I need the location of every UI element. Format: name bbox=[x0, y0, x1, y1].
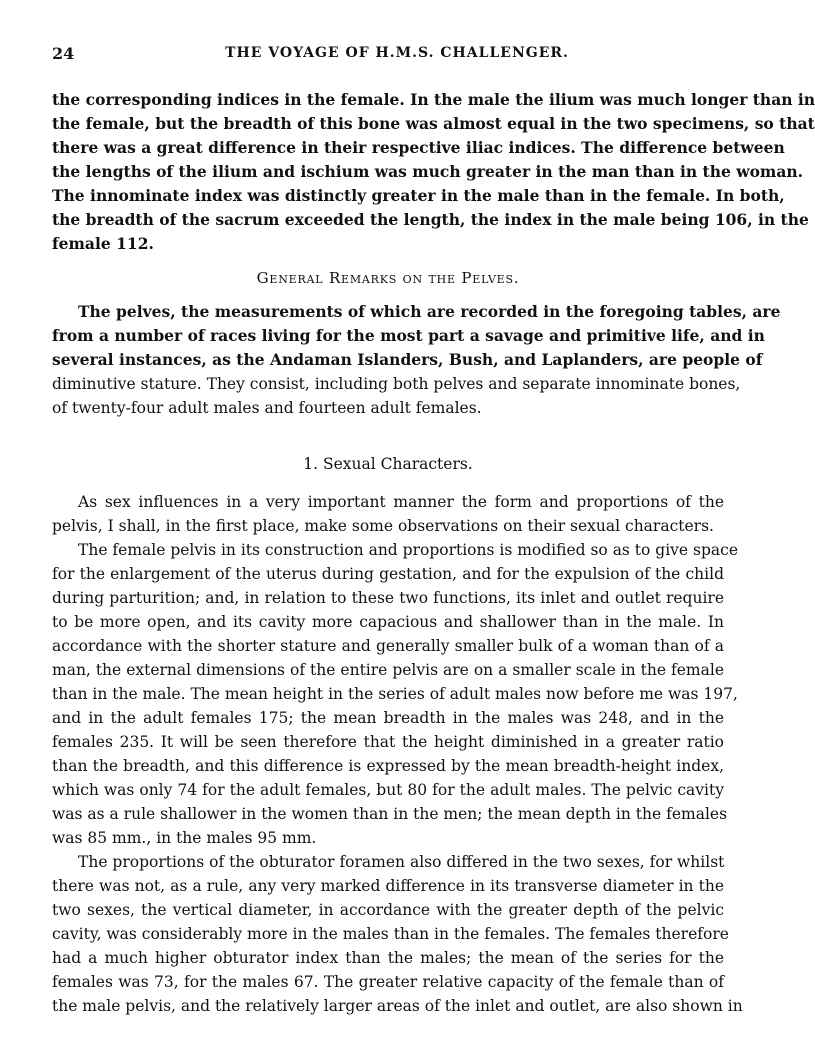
text-line: the corresponding indices in the female. In the male the ilium was much longer than in bbox=[52, 90, 815, 109]
text-line: was 85 mm., in the males 95 mm. bbox=[52, 829, 317, 847]
page-header bbox=[52, 44, 724, 66]
text-line: there was a great difference in their respective iliac indices. The difference between bbox=[52, 138, 785, 157]
text-line: for the enlargement of the uterus during gestation, and for the expulsion of the child bbox=[52, 565, 724, 583]
text-line: females was 73, for the males 67. The greater relative capacity of the female than of bbox=[52, 973, 724, 991]
text-line: than the breadth, and this difference is expressed by the mean breadth-height index, bbox=[52, 757, 724, 775]
text-line: had a much higher obturator index than the males; the mean of the series for the bbox=[52, 949, 724, 967]
text-line: of twenty-four adult males and fourteen adult females. bbox=[52, 399, 482, 417]
text-line: As sex influences in a very important manner the form and proportions of the bbox=[78, 493, 724, 511]
text-line: cavity, was considerably more in the males than in the females. The females therefore bbox=[52, 925, 729, 943]
text-line: The proportions of the obturator foramen also differed in the two sexes, for whilst bbox=[78, 853, 725, 871]
text-line: females 235. It will be seen therefore that the height diminished in a greater ratio bbox=[52, 733, 724, 751]
text-line: the breadth of the sacrum exceeded the length, the index in the male being 106, in the bbox=[52, 210, 809, 229]
text-line: two sexes, the vertical diameter, in accordance with the greater depth of the pelvic bbox=[52, 901, 724, 919]
text-line: man, the external dimensions of the entire pelvis are on a smaller scale in the female bbox=[52, 661, 724, 679]
text-line: The female pelvis in its construction and proportions is modified so as to give space bbox=[78, 541, 739, 559]
text-line: several instances, as the Andaman Islanders, Bush, and Laplanders, are people of bbox=[52, 350, 763, 369]
text-line: the male pelvis, and the relatively larger areas of the inlet and outlet, are also shown in bbox=[52, 997, 743, 1015]
text-line: female 112. bbox=[52, 234, 154, 253]
sub-heading: 1. Sexual Characters. bbox=[303, 455, 473, 473]
text-line: during parturition; and, in relation to these two functions, its inlet and outlet require bbox=[52, 589, 724, 607]
text-line: from a number of races living for the most part a savage and primitive life, and in bbox=[52, 326, 765, 345]
text-line: was as a rule shallower in the women than in the men; the mean depth in the females bbox=[52, 805, 728, 823]
text-line: pelvis, I shall, in the first place, make some observations on their sexual characters. bbox=[52, 517, 714, 535]
section-heading: General Remarks on the Pelves. bbox=[256, 269, 520, 287]
text-line: and in the adult females 175; the mean breadth in the males was 248, and in the bbox=[52, 709, 724, 727]
text-line: accordance with the shorter stature and generally smaller bulk of a woman than of a bbox=[52, 637, 724, 655]
page-number: 24 bbox=[52, 44, 75, 63]
text-line: The pelves, the measurements of which are recorded in the foregoing tables, are bbox=[78, 302, 781, 321]
text-line: there was not, as a rule, any very marked difference in its transverse diameter in the bbox=[52, 877, 724, 895]
text-line: The innominate index was distinctly greater in the male than in the female. In both, bbox=[52, 186, 785, 205]
text-line: which was only 74 for the adult females, but 80 for the adult males. The pelvic cavity bbox=[52, 781, 724, 799]
text-line: than in the male. The mean height in the series of adult males now before me was 197, bbox=[52, 685, 738, 703]
text-line: the lengths of the ilium and ischium was much greater in the man than in the woman. bbox=[52, 162, 804, 181]
text-line: to be more open, and its cavity more capacious and shallower than in the male. In bbox=[52, 613, 724, 631]
text-line: diminutive stature. They consist, including both pelves and separate innominate bones, bbox=[52, 375, 741, 393]
text-line: the female, but the breadth of this bone was almost equal in the two specimens, so that bbox=[52, 114, 815, 133]
running-head: THE VOYAGE OF H.M.S. CHALLENGER. bbox=[225, 45, 569, 61]
